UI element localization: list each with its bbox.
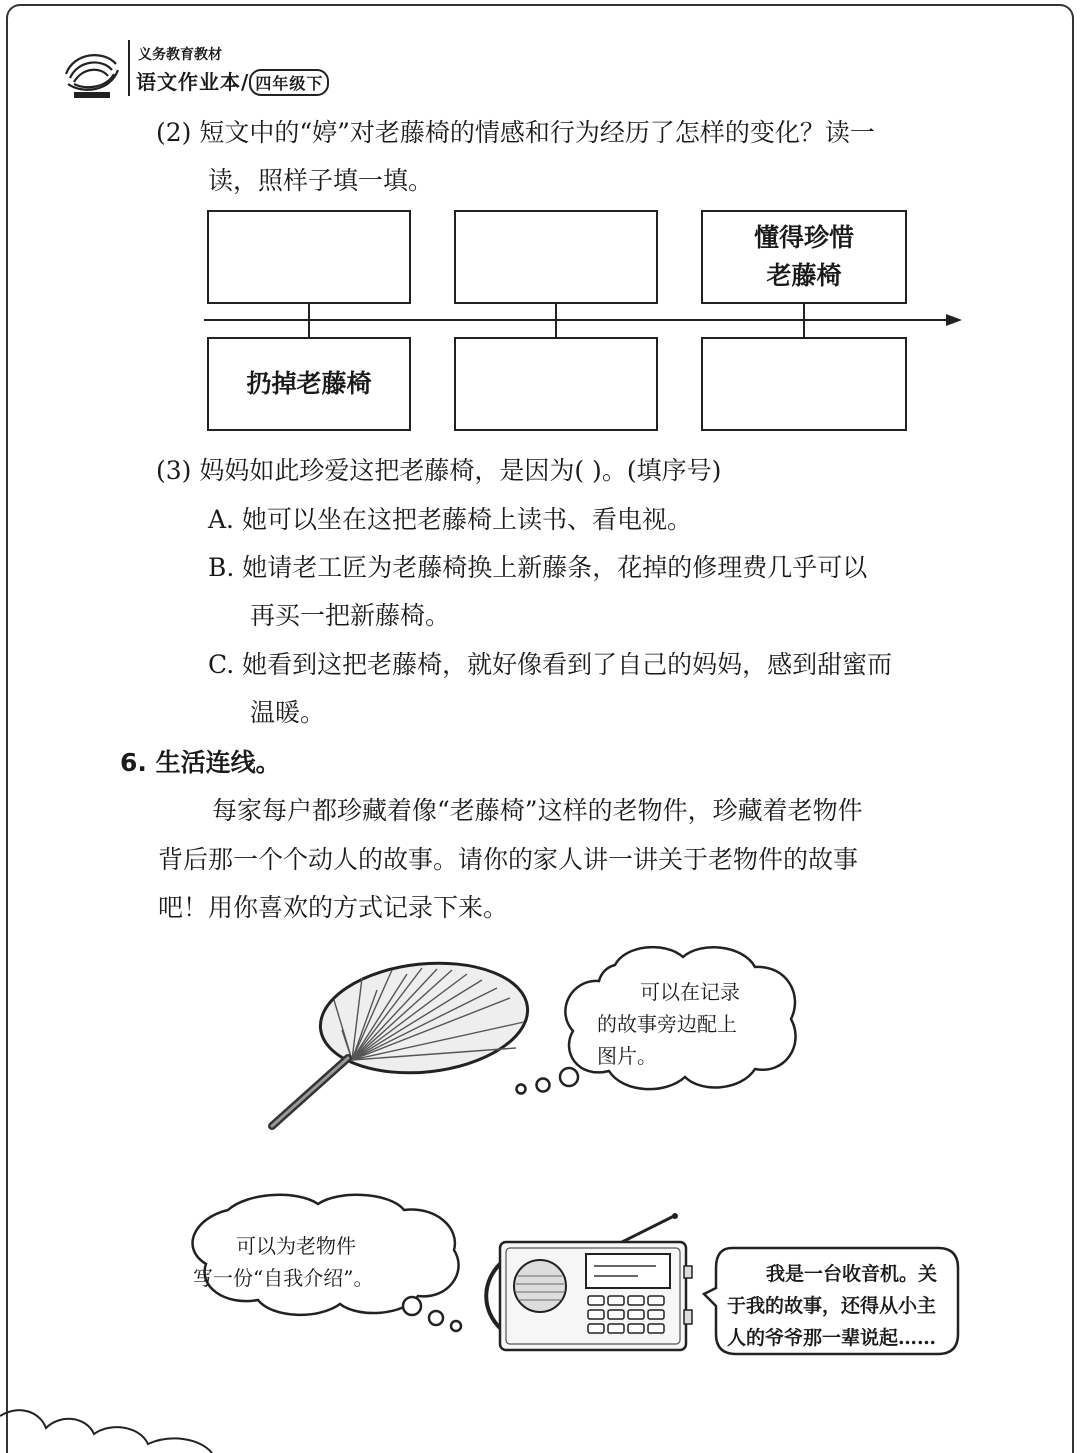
header-divider (128, 40, 130, 96)
fan-tip-line2: 的故事旁边配上 (597, 1012, 737, 1036)
timeline-top-box-2[interactable] (454, 210, 658, 304)
q3-option-b-line2: 再买一把新藤椅。 (250, 601, 451, 630)
palm-fan-icon (262, 960, 532, 1135)
radio-line1: 我是一台收音机。关 (766, 1263, 938, 1285)
series-label: 义务教育教材 (138, 47, 222, 63)
timeline-bottom-box-2[interactable] (454, 337, 658, 431)
intro-tip-line1: 可以为老物件 (236, 1234, 356, 1258)
timeline-arrow (200, 300, 970, 340)
timeline-bottom-box-3[interactable] (701, 337, 907, 431)
book-title (136, 66, 329, 96)
fan-tip-line3: 图片。 (597, 1044, 657, 1068)
q6-para-line1: 每家每户都珍藏着像“老藤椅”这样的老物件，珍藏着老物件 (212, 796, 863, 825)
decorative-cloud-border (0, 1404, 240, 1453)
radio-icon (478, 1210, 700, 1356)
radio-line3: 人的爷爷那一辈说起…… (727, 1327, 937, 1349)
q2-prompt-line2: 读，照样子填一填。 (208, 166, 434, 195)
q3-option-a: A. 她可以坐在这把老藤椅上读书、看电视。 (208, 505, 692, 534)
q6-para-line2: 背后那一个个动人的故事。请你的家人讲一讲关于老物件的故事 (158, 845, 859, 874)
timeline-top-box-3: 懂得珍惜老藤椅 (701, 210, 907, 304)
fan-tip-line1: 可以在记录 (640, 980, 740, 1004)
q3-prompt: (3) 妈妈如此珍爱这把老藤椅，是因为( )。(填序号) (156, 456, 722, 485)
timeline-top-box-1[interactable] (207, 210, 411, 304)
book-title-prefix: 语文作业本/ (136, 70, 250, 94)
timeline-bottom-box-1: 扔掉老藤椅 (207, 337, 411, 431)
q2-prompt-line1: (2) 短文中的“婷”对老藤椅的情感和行为经历了怎样的变化？读一 (156, 118, 875, 147)
grade-badge: 四年级下 (249, 69, 329, 96)
publisher-logo-icon (60, 44, 124, 102)
q3-option-c-line2: 温暖。 (250, 698, 326, 727)
q3-option-c-line1: C. 她看到这把老藤椅，就好像看到了自己的妈妈，感到甜蜜而 (208, 650, 893, 679)
radio-line2: 于我的故事，还得从小主 (727, 1295, 937, 1317)
q6-title: 6. 生活连线。 (120, 748, 281, 777)
q6-para-line3: 吧！用你喜欢的方式记录下来。 (158, 893, 509, 922)
q3-option-b-line1: B. 她请老工匠为老藤椅换上新藤条，花掉的修理费几乎可以 (208, 553, 868, 582)
intro-tip-line2: 写一份“自我介绍”。 (193, 1266, 374, 1290)
